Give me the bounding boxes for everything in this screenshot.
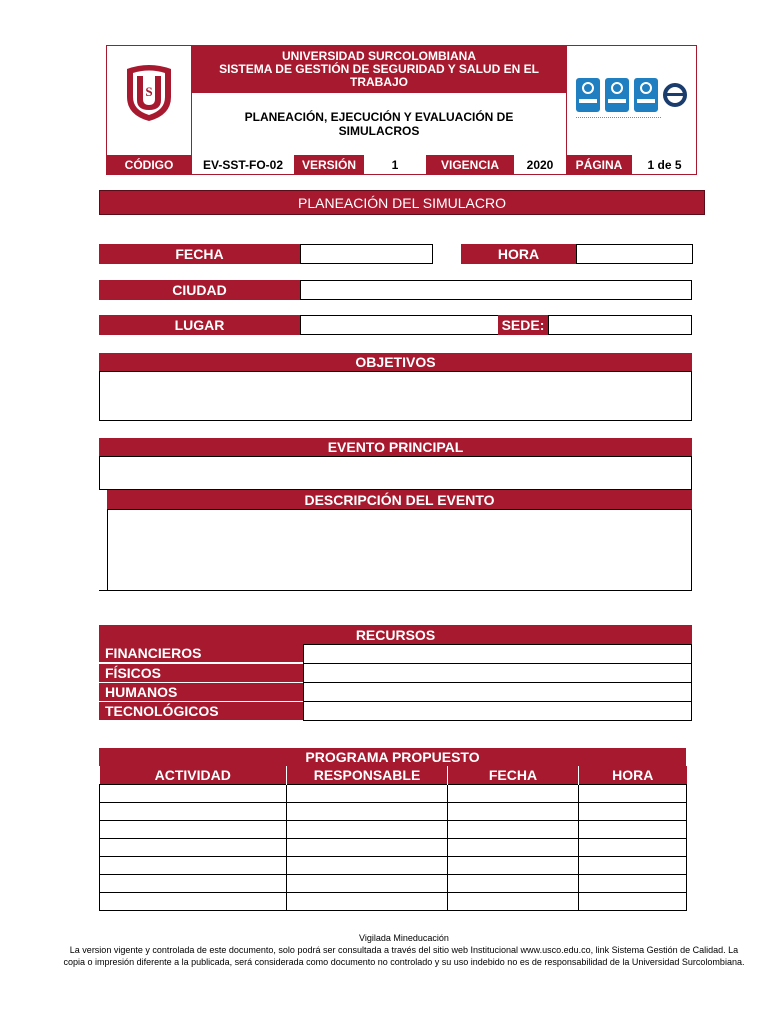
recurso-label: FÍSICOS: [99, 664, 303, 682]
programa-cell[interactable]: [287, 839, 448, 857]
recursos-title: RECURSOS: [99, 625, 692, 644]
objetivos-textarea[interactable]: [99, 371, 692, 421]
programa-cell[interactable]: [287, 893, 448, 911]
programa-cell[interactable]: [100, 821, 287, 839]
management-system: SISTEMA DE GESTIÓN DE SEGURIDAD Y SALUD EN EL TRABAJO: [219, 61, 539, 89]
programa-cell[interactable]: [287, 785, 448, 803]
recurso-label: TECNOLÓGICOS: [99, 702, 303, 720]
programa-cell[interactable]: [579, 893, 687, 911]
programa-body: [100, 785, 687, 911]
recurso-input[interactable]: [303, 644, 692, 664]
programa-row: [100, 821, 687, 839]
ciudad-input[interactable]: [300, 280, 692, 300]
page-label: PÁGINA: [566, 155, 632, 175]
svg-text:S: S: [145, 84, 153, 99]
programa-cell[interactable]: [100, 839, 287, 857]
programa-cell[interactable]: [287, 875, 448, 893]
certifications-cell: [566, 45, 697, 155]
certificate-numbers: [576, 117, 661, 120]
recurso-label: FINANCIEROS: [99, 644, 303, 662]
programa-cell[interactable]: [579, 785, 687, 803]
document-title-text: PLANEACIÓN, EJECUCIÓN Y EVALUACIÓN DE SIMULACROS: [244, 110, 514, 138]
validity-label: VIGENCIA: [426, 155, 514, 175]
programa-cell[interactable]: [100, 857, 287, 875]
programa-cell[interactable]: [579, 839, 687, 857]
programa-row: [100, 785, 687, 803]
recurso-input[interactable]: [303, 664, 692, 683]
recurso-row: [99, 664, 692, 683]
icontec-iso-45001-icon: [634, 78, 658, 112]
page-value: 1 de 5: [632, 155, 697, 175]
programa-row: [100, 893, 687, 911]
programa-row: [100, 875, 687, 893]
recurso-row: [99, 644, 692, 664]
footer-disclaimer: La version vigente y controlada de este documento, solo podrá ser consultada a través del sitio web Institucional www.usco.edu.co, link Sistema Gestión de Calidad. La copia o impresión diferente a la publicada, será considerada como documento no controlado y su uso indebido no es de responsabilidad de la Universidad Surcolombiana.: [63, 945, 745, 967]
lugar-label: LUGAR: [99, 315, 300, 335]
programa-cell[interactable]: [448, 839, 579, 857]
footer: [60, 932, 748, 968]
programa-row: [100, 803, 687, 821]
section-title: PLANEACIÓN DEL SIMULACRO: [99, 190, 705, 215]
recurso-input[interactable]: [303, 702, 692, 721]
sede-label: SEDE:: [498, 315, 548, 335]
document-title: [192, 93, 566, 155]
programa-cell[interactable]: [100, 875, 287, 893]
programa-cell[interactable]: [579, 803, 687, 821]
divider-line: [99, 590, 109, 591]
programa-cell[interactable]: [448, 803, 579, 821]
footer-vigilada: Vigilada Mineducación: [359, 933, 449, 943]
programa-table: [99, 766, 687, 911]
recurso-input[interactable]: [303, 683, 692, 702]
university-name: UNIVERSIDAD SURCOLOMBIANA: [281, 48, 476, 63]
logo-cell: [106, 45, 192, 155]
programa-cell[interactable]: [448, 893, 579, 911]
programa-cell[interactable]: [579, 857, 687, 875]
recurso-row: [99, 683, 692, 702]
fecha-label: FECHA: [99, 244, 300, 264]
recursos-list: [99, 644, 692, 721]
programa-header-row: [100, 766, 687, 785]
programa-cell[interactable]: [287, 803, 448, 821]
fecha-input[interactable]: [300, 244, 433, 264]
programa-row: [100, 839, 687, 857]
column-header-responsable: RESPONSABLE: [287, 766, 448, 785]
column-header-hora: HORA: [579, 766, 687, 785]
evento-principal-input[interactable]: [99, 456, 692, 490]
lugar-input[interactable]: [300, 315, 498, 335]
descripcion-evento-textarea[interactable]: [107, 509, 692, 591]
hora-input[interactable]: [576, 244, 693, 264]
evento-principal-title: EVENTO PRINCIPAL: [99, 438, 692, 456]
sede-input[interactable]: [548, 315, 692, 335]
header-university-block: [192, 45, 566, 93]
ciudad-label: CIUDAD: [99, 280, 300, 300]
code-label: CÓDIGO: [106, 155, 192, 175]
column-header-actividad: ACTIVIDAD: [100, 766, 287, 785]
programa-cell[interactable]: [287, 821, 448, 839]
code-value: EV-SST-FO-02: [192, 155, 294, 175]
icontec-iso-14001-icon: [605, 78, 629, 112]
university-logo: [123, 63, 175, 123]
programa-cell[interactable]: [579, 821, 687, 839]
recurso-row: [99, 702, 692, 721]
programa-cell[interactable]: [287, 857, 448, 875]
recurso-label: HUMANOS: [99, 683, 303, 701]
programa-cell[interactable]: [100, 803, 287, 821]
programa-cell[interactable]: [448, 785, 579, 803]
hora-label: HORA: [461, 244, 576, 264]
objetivos-title: OBJETIVOS: [99, 353, 692, 371]
programa-cell[interactable]: [448, 875, 579, 893]
descripcion-evento-title: DESCRIPCIÓN DEL EVENTO: [107, 490, 692, 509]
iqnet-seal-icon: [663, 83, 687, 107]
programa-cell[interactable]: [100, 785, 287, 803]
icontec-iso-9001-icon: [576, 78, 600, 112]
programa-cell[interactable]: [448, 857, 579, 875]
programa-cell[interactable]: [100, 893, 287, 911]
programa-cell[interactable]: [448, 821, 579, 839]
programa-title: PROGRAMA PROPUESTO: [99, 748, 686, 766]
programa-row: [100, 857, 687, 875]
programa-cell[interactable]: [579, 875, 687, 893]
column-header-fecha: FECHA: [448, 766, 579, 785]
validity-value: 2020: [514, 155, 566, 175]
version-label: VERSIÓN: [294, 155, 364, 175]
version-value: 1: [364, 155, 426, 175]
